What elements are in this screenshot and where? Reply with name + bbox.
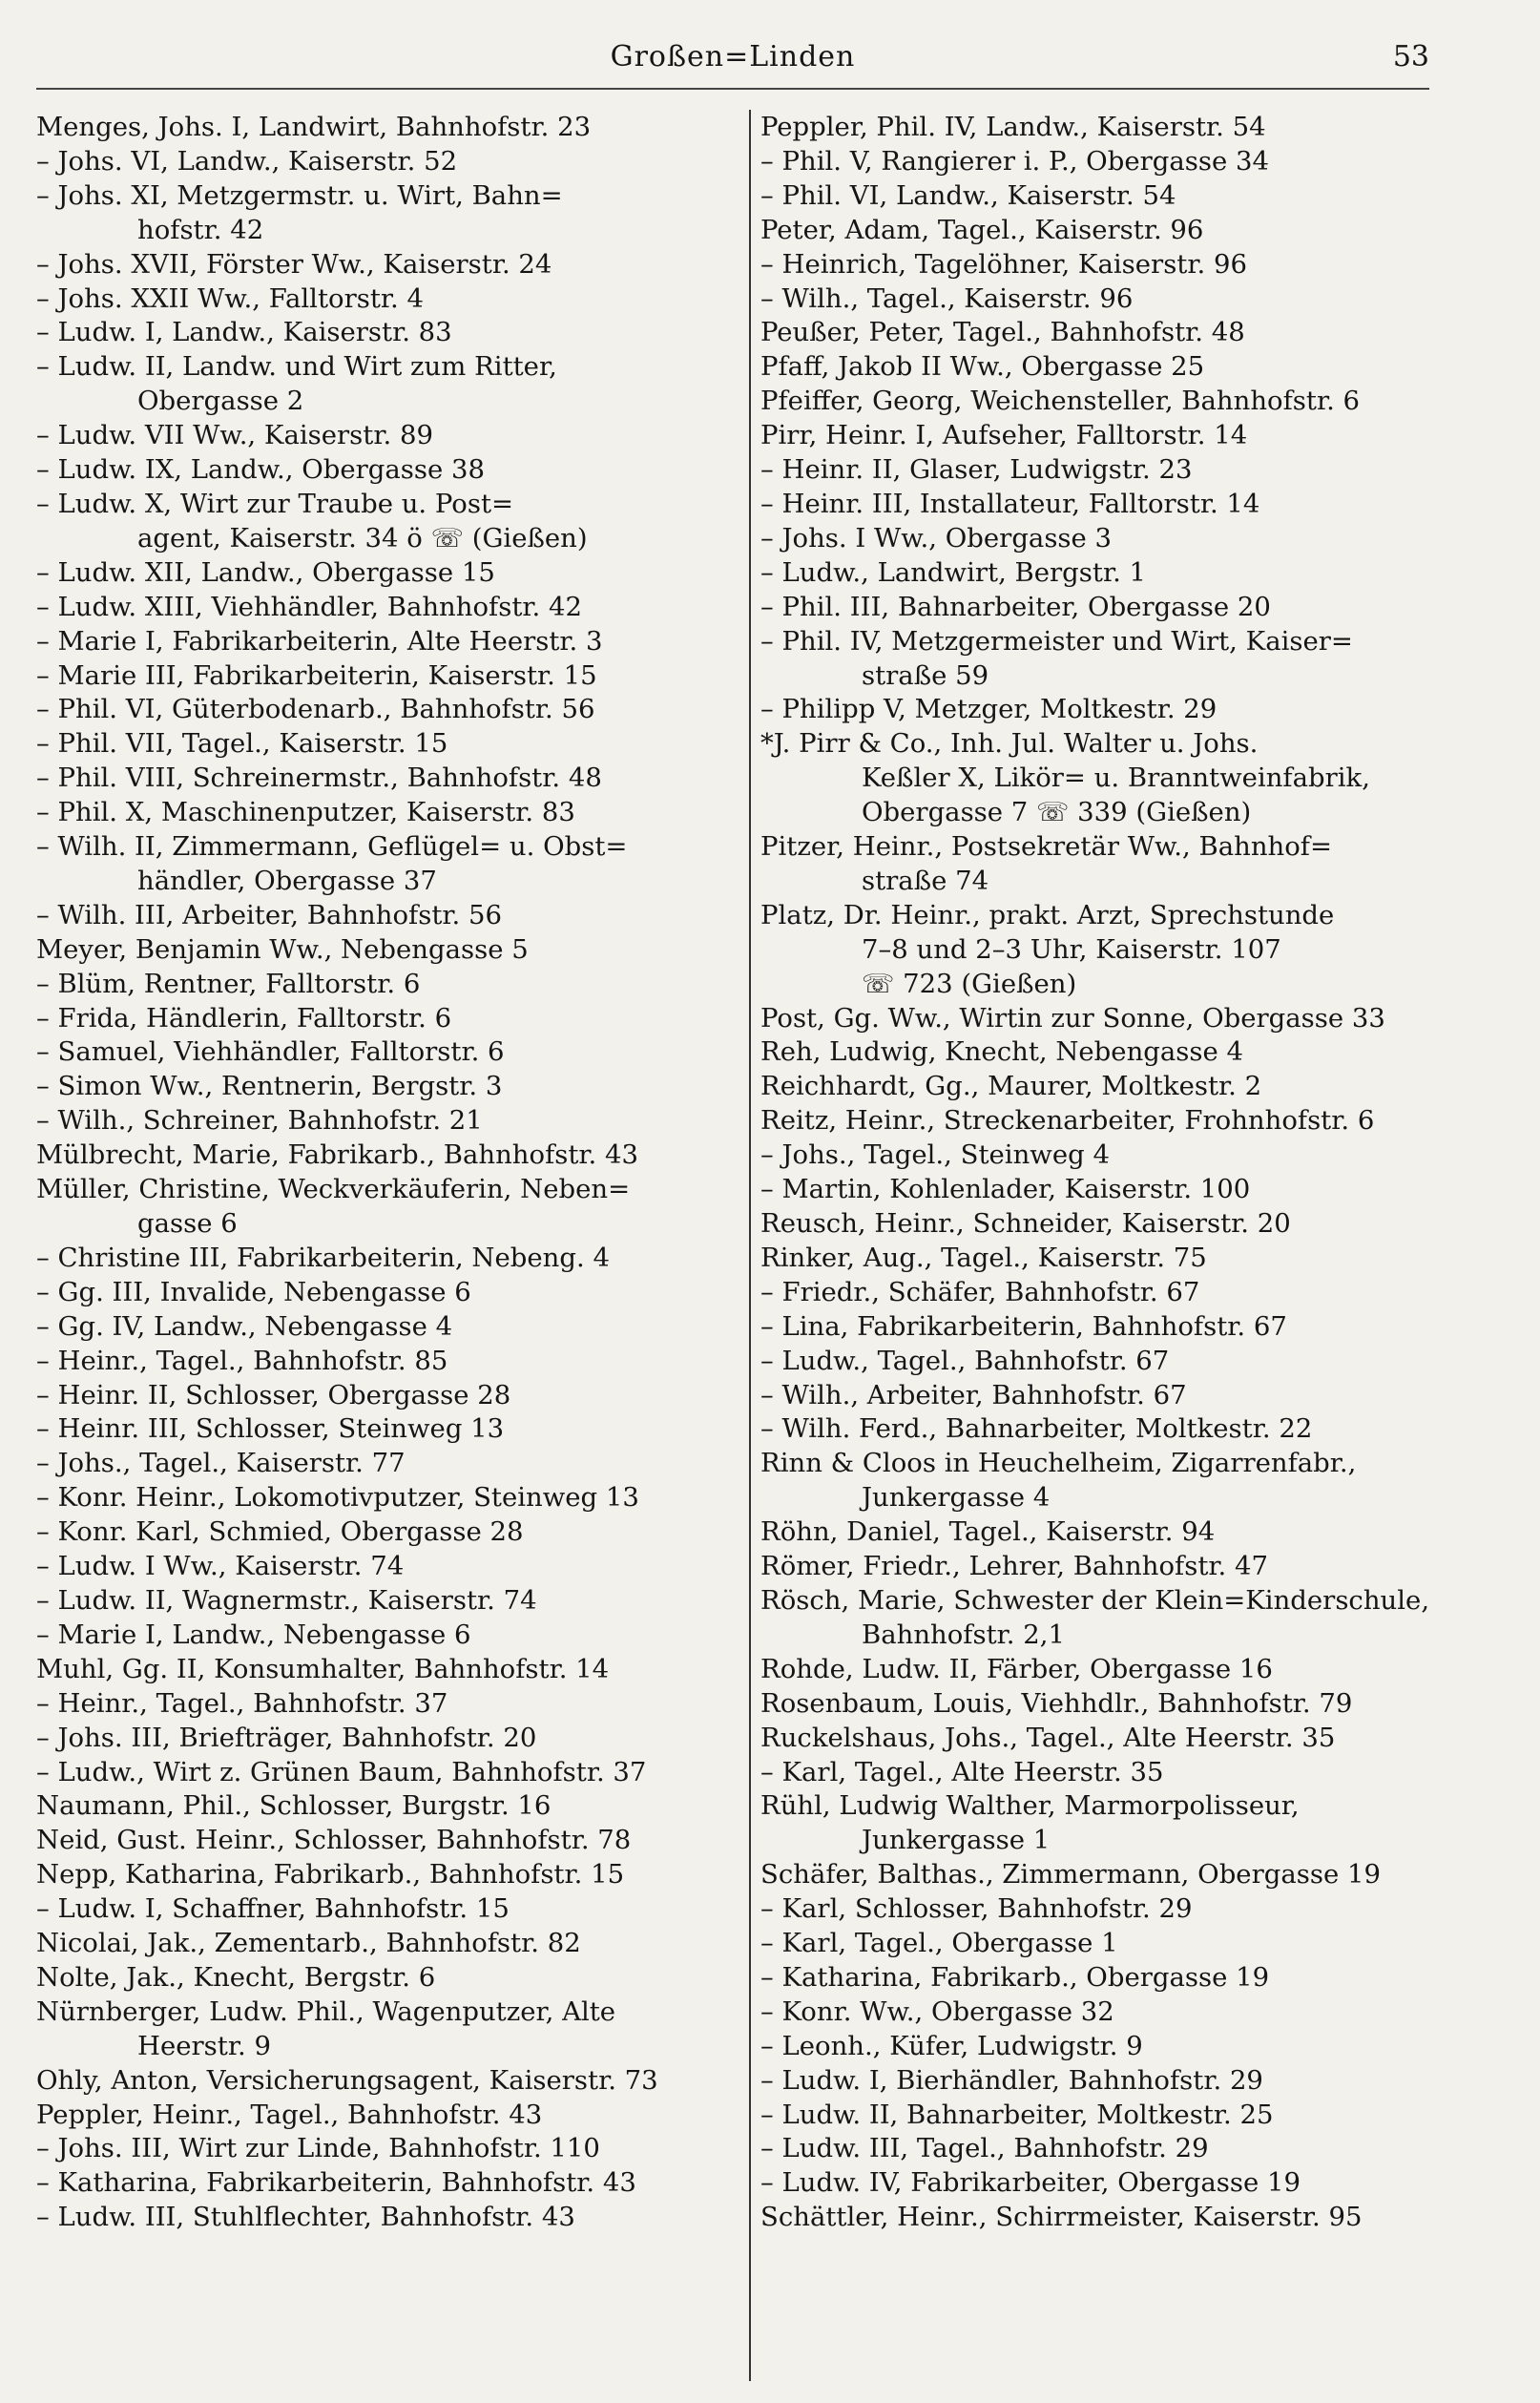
- directory-entry-line: – Phil. VI, Güterbodenarb., Bahnhofstr. 56: [36, 694, 595, 725]
- entry-continuation-line: agent, Kaiserstr. 34 ö ☏ (Gießen): [137, 522, 588, 554]
- entry-continuation-line: 7–8 und 2–3 Uhr, Kaiserstr. 107: [862, 933, 1281, 965]
- directory-entry-line: Peppler, Phil. IV, Landw., Kaiserstr. 54: [760, 112, 1266, 142]
- directory-entry-line: – Wilh. III, Arbeiter, Bahnhofstr. 56: [36, 899, 502, 930]
- directory-entry-line: – Leonh., Küfer, Ludwigstr. 9: [760, 2030, 1143, 2061]
- directory-entry-line: – Ludw. III, Stuhlflechter, Bahnhofstr. 43: [36, 2202, 575, 2233]
- running-title: Großen=Linden: [610, 40, 856, 73]
- directory-entry-line: – Karl, Schlosser, Bahnhofstr. 29: [760, 1893, 1193, 1925]
- directory-entry-line: Reh, Ludwig, Knecht, Nebengasse 4: [760, 1036, 1244, 1068]
- entry-continuation-line: Junkergasse 1: [862, 1825, 1051, 1856]
- directory-entry-line: Rosenbaum, Louis, Viehhdlr., Bahnhofstr. 79: [760, 1687, 1353, 1719]
- directory-entry-line: Nepp, Katharina, Fabrikarb., Bahnhofstr. 15: [36, 1859, 625, 1891]
- directory-entry-line: Nürnberger, Ludw. Phil., Wagenputzer, Alte: [36, 1996, 616, 2027]
- directory-entry-line: – Ludw. II, Bahnarbeiter, Moltkestr. 25: [760, 2099, 1274, 2130]
- directory-entry-line: – Konr. Ww., Obergasse 32: [760, 1996, 1114, 2027]
- directory-entry-line: Peppler, Heinr., Tagel., Bahnhofstr. 43: [36, 2099, 543, 2130]
- page-header: [36, 40, 1429, 86]
- directory-entry-line: Peußer, Peter, Tagel., Bahnhofstr. 48: [760, 317, 1245, 348]
- directory-entry-line: – Johs. XXII Ww., Falltorstr. 4: [36, 282, 424, 314]
- directory-entry-line: – Ludw. II, Wagnermstr., Kaiserstr. 74: [36, 1584, 537, 1616]
- directory-entry-line: – Friedr., Schäfer, Bahnhofstr. 67: [760, 1276, 1200, 1307]
- directory-entry-line: – Heinr. II, Schlosser, Obergasse 28: [36, 1379, 511, 1410]
- directory-entry-line: – Samuel, Viehhändler, Falltorstr. 6: [36, 1036, 505, 1068]
- directory-entry-line: – Johs., Tagel., Steinweg 4: [760, 1139, 1110, 1171]
- directory-entry-line: Reitz, Heinr., Streckenarbeiter, Frohnhofstr. 6: [760, 1105, 1375, 1137]
- directory-entry-line: – Marie III, Fabrikarbeiterin, Kaiserstr. 15: [36, 659, 597, 691]
- entry-continuation-line: hofstr. 42: [137, 214, 264, 245]
- directory-entry-line: Rohde, Ludw. II, Färber, Obergasse 16: [760, 1653, 1273, 1684]
- directory-entry-line: – Ludw. I, Schaffner, Bahnhofstr. 15: [36, 1893, 510, 1925]
- directory-entry-line: – Johs. VI, Landw., Kaiserstr. 52: [36, 145, 458, 177]
- directory-entry-line: – Katharina, Fabrikarb., Obergasse 19: [760, 1961, 1270, 1993]
- directory-entry-line: Pfaff, Jakob II Ww., Obergasse 25: [760, 351, 1205, 383]
- directory-entry-line: – Ludw. VII Ww., Kaiserstr. 89: [36, 420, 433, 451]
- directory-entry-line: – Wilh., Schreiner, Bahnhofstr. 21: [36, 1105, 483, 1137]
- directory-entry-line: – Frida, Händlerin, Falltorstr. 6: [36, 1002, 452, 1034]
- directory-entry-line: – Ludw., Wirt z. Grünen Baum, Bahnhofstr. 37: [36, 1756, 647, 1787]
- directory-entry-line: Nicolai, Jak., Zementarb., Bahnhofstr. 82: [36, 1928, 581, 1959]
- directory-entry-line: – Heinr. III, Installateur, Falltorstr. 14: [760, 488, 1260, 519]
- directory-entry-line: – Gg. IV, Landw., Nebengasse 4: [36, 1310, 453, 1342]
- directory-entry-line: – Ludw., Landwirt, Bergstr. 1: [760, 556, 1147, 588]
- directory-entry-line: – Phil. III, Bahnarbeiter, Obergasse 20: [760, 591, 1271, 622]
- directory-entry-line: – Ludw. I, Landw., Kaiserstr. 83: [36, 317, 452, 348]
- directory-entry-line: – Ludw. XIII, Viehhändler, Bahnhofstr. 42: [36, 591, 582, 622]
- directory-entry-line: Schäfer, Balthas., Zimmermann, Obergasse 19: [760, 1859, 1381, 1891]
- directory-entry-line: – Phil. VIII, Schreinermstr., Bahnhofstr. 48: [36, 763, 602, 794]
- entry-continuation-line: ☏ 723 (Gießen): [862, 968, 1077, 999]
- directory-entry-line: – Ludw. IV, Fabrikarbeiter, Obergasse 19: [760, 2167, 1301, 2199]
- directory-entry-line: – Phil. IV, Metzgermeister und Wirt, Kaiser=: [760, 625, 1353, 657]
- directory-entry-line: – Wilh., Tagel., Kaiserstr. 96: [760, 282, 1134, 314]
- directory-entry-line: – Johs. III, Wirt zur Linde, Bahnhofstr. 110: [36, 2133, 600, 2164]
- entry-continuation-line: Heerstr. 9: [137, 2030, 271, 2061]
- directory-entry-line: – Phil. X, Maschinenputzer, Kaiserstr. 83: [36, 797, 575, 828]
- entry-continuation-line: Bahnhofstr. 2,1: [862, 1619, 1065, 1650]
- entry-continuation-line: Obergasse 2: [137, 386, 304, 417]
- directory-entry-line: – Martin, Kohlenlader, Kaiserstr. 100: [760, 1174, 1251, 1205]
- directory-entry-line: – Johs. I Ww., Obergasse 3: [760, 522, 1113, 554]
- directory-entry-line: – Ludw. IX, Landw., Obergasse 38: [36, 454, 486, 486]
- directory-entry-line: Muhl, Gg. II, Konsumhalter, Bahnhofstr. 14: [36, 1653, 610, 1684]
- entry-continuation-line: händler, Obergasse 37: [137, 865, 437, 896]
- directory-entry-line: – Heinr. II, Glaser, Ludwigstr. 23: [760, 454, 1193, 486]
- directory-entry-line: – Blüm, Rentner, Falltorstr. 6: [36, 968, 421, 999]
- directory-entry-line: Mülbrecht, Marie, Fabrikarb., Bahnhofstr. 43: [36, 1139, 639, 1171]
- directory-entry-line: Pfeiffer, Georg, Weichensteller, Bahnhofstr. 6: [760, 386, 1361, 417]
- directory-entry-line: – Wilh., Arbeiter, Bahnhofstr. 67: [760, 1379, 1187, 1410]
- left-column: [36, 111, 725, 2235]
- directory-entry-line: Reichhardt, Gg., Maurer, Moltkestr. 2: [760, 1071, 1262, 1102]
- entry-continuation-line: straße 74: [862, 865, 989, 896]
- directory-entry-line: Peter, Adam, Tagel., Kaiserstr. 96: [760, 214, 1204, 245]
- entry-continuation-line: straße 59: [862, 659, 989, 691]
- directory-entry-line: – Wilh. II, Zimmermann, Geflügel= u. Obst=: [36, 831, 628, 863]
- directory-entry-line: – Konr. Heinr., Lokomotivputzer, Steinweg 13: [36, 1482, 639, 1514]
- directory-entry-line: Röhn, Daniel, Tagel., Kaiserstr. 94: [760, 1516, 1216, 1548]
- directory-entry-line: – Ludw. X, Wirt zur Traube u. Post=: [36, 488, 514, 519]
- directory-entry-line: – Philipp V, Metzger, Moltkestr. 29: [760, 694, 1217, 725]
- directory-entry-line: – Phil. VI, Landw., Kaiserstr. 54: [760, 179, 1176, 211]
- directory-entry-line: Ohly, Anton, Versicherungsagent, Kaiserstr. 73: [36, 2064, 658, 2096]
- directory-entry-line: – Phil. VII, Tagel., Kaiserstr. 15: [36, 728, 448, 760]
- entry-continuation-line: Junkergasse 4: [862, 1482, 1051, 1514]
- column-divider: [749, 110, 751, 2381]
- directory-entry-line: Post, Gg. Ww., Wirtin zur Sonne, Obergasse 33: [760, 1002, 1385, 1034]
- directory-entry-line: – Marie I, Fabrikarbeiterin, Alte Heerstr. 3: [36, 625, 603, 657]
- directory-entry-line: Naumann, Phil., Schlosser, Burgstr. 16: [36, 1790, 551, 1822]
- directory-entry-line: Pirr, Heinr. I, Aufseher, Falltorstr. 14: [760, 420, 1248, 451]
- directory-entry-line: – Heinr., Tagel., Bahnhofstr. 37: [36, 1687, 448, 1719]
- entry-continuation-line: Keßler X, Likör= u. Branntweinfabrik,: [862, 763, 1370, 794]
- directory-entry-line: – Lina, Fabrikarbeiterin, Bahnhofstr. 67: [760, 1310, 1287, 1342]
- directory-entry-line: – Johs., Tagel., Kaiserstr. 77: [36, 1448, 406, 1479]
- directory-entry-line: – Ludw. I, Bierhändler, Bahnhofstr. 29: [760, 2064, 1263, 2096]
- entry-continuation-line: Obergasse 7 ☏ 339 (Gießen): [862, 797, 1252, 828]
- directory-entry-line: Platz, Dr. Heinr., prakt. Arzt, Sprechstunde: [760, 899, 1335, 930]
- directory-entry-line: – Ludw. I Ww., Kaiserstr. 74: [36, 1551, 405, 1582]
- directory-entry-line: – Johs. XI, Metzgermstr. u. Wirt, Bahn=: [36, 179, 563, 211]
- directory-entry-line: Rösch, Marie, Schwester der Klein=Kinderschule,: [760, 1584, 1430, 1616]
- directory-entry-line: – Ludw., Tagel., Bahnhofstr. 67: [760, 1345, 1170, 1376]
- directory-entry-line: Rühl, Ludwig Walther, Marmorpolisseur,: [760, 1790, 1300, 1822]
- directory-entry-line: – Heinr., Tagel., Bahnhofstr. 85: [36, 1345, 448, 1376]
- directory-entry-line: – Wilh. Ferd., Bahnarbeiter, Moltkestr. 22: [760, 1413, 1313, 1445]
- directory-entry-line: Schättler, Heinr., Schirrmeister, Kaiserstr. 95: [760, 2202, 1363, 2233]
- header-rule: [36, 88, 1429, 90]
- directory-entry-line: – Ludw. II, Landw. und Wirt zum Ritter,: [36, 351, 557, 383]
- directory-entry-line: Rinker, Aug., Tagel., Kaiserstr. 75: [760, 1242, 1207, 1273]
- directory-entry-line: – Christine III, Fabrikarbeiterin, Nebeng. 4: [36, 1242, 610, 1273]
- directory-entry-line: – Konr. Karl, Schmied, Obergasse 28: [36, 1516, 524, 1548]
- right-column: [760, 111, 1449, 2235]
- directory-entry-line: – Katharina, Fabrikarbeiterin, Bahnhofstr. 43: [36, 2167, 636, 2199]
- directory-entry-line: – Ludw. III, Tagel., Bahnhofstr. 29: [760, 2133, 1209, 2164]
- directory-entry-line: Nolte, Jak., Knecht, Bergstr. 6: [36, 1961, 436, 1993]
- directory-entry-line: Römer, Friedr., Lehrer, Bahnhofstr. 47: [760, 1551, 1268, 1582]
- directory-entry-line: Rinn & Cloos in Heuchelheim, Zigarrenfabr.,: [760, 1448, 1357, 1479]
- directory-entry-line: Meyer, Benjamin Ww., Nebengasse 5: [36, 933, 529, 965]
- directory-entry-line: – Phil. V, Rangierer i. P., Obergasse 34: [760, 145, 1269, 177]
- directory-entry-line: – Ludw. XII, Landw., Obergasse 15: [36, 556, 495, 588]
- directory-entry-line: Pitzer, Heinr., Postsekretär Ww., Bahnhof=: [760, 831, 1333, 863]
- directory-entry-line: Reusch, Heinr., Schneider, Kaiserstr. 20: [760, 1208, 1291, 1239]
- directory-entry-line: – Heinrich, Tagelöhner, Kaiserstr. 96: [760, 248, 1247, 280]
- directory-entry-line: – Johs. III, Briefträger, Bahnhofstr. 20: [36, 1722, 537, 1753]
- directory-entry-line: – Simon Ww., Rentnerin, Bergstr. 3: [36, 1071, 503, 1102]
- directory-entry-line: – Karl, Tagel., Obergasse 1: [760, 1928, 1118, 1959]
- directory-entry-line: – Karl, Tagel., Alte Heerstr. 35: [760, 1756, 1164, 1787]
- directory-entry-line: *J. Pirr & Co., Inh. Jul. Walter u. Johs.: [760, 728, 1259, 760]
- directory-entry-line: Neid, Gust. Heinr., Schlosser, Bahnhofstr. 78: [36, 1825, 632, 1856]
- directory-entry-line: – Marie I, Landw., Nebengasse 6: [36, 1619, 471, 1650]
- directory-entry-line: – Heinr. III, Schlosser, Steinweg 13: [36, 1413, 505, 1445]
- entry-continuation-line: gasse 6: [137, 1208, 238, 1239]
- directory-entry-line: Müller, Christine, Weckverkäuferin, Neben=: [36, 1174, 631, 1205]
- directory-entry-line: Ruckelshaus, Johs., Tagel., Alte Heerstr. 35: [760, 1722, 1336, 1753]
- directory-entry-line: – Gg. III, Invalide, Nebengasse 6: [36, 1276, 471, 1307]
- directory-entry-line: Menges, Johs. I, Landwirt, Bahnhofstr. 23: [36, 112, 592, 142]
- page-number: 53: [1392, 40, 1429, 73]
- directory-entry-line: – Johs. XVII, Förster Ww., Kaiserstr. 24: [36, 248, 552, 280]
